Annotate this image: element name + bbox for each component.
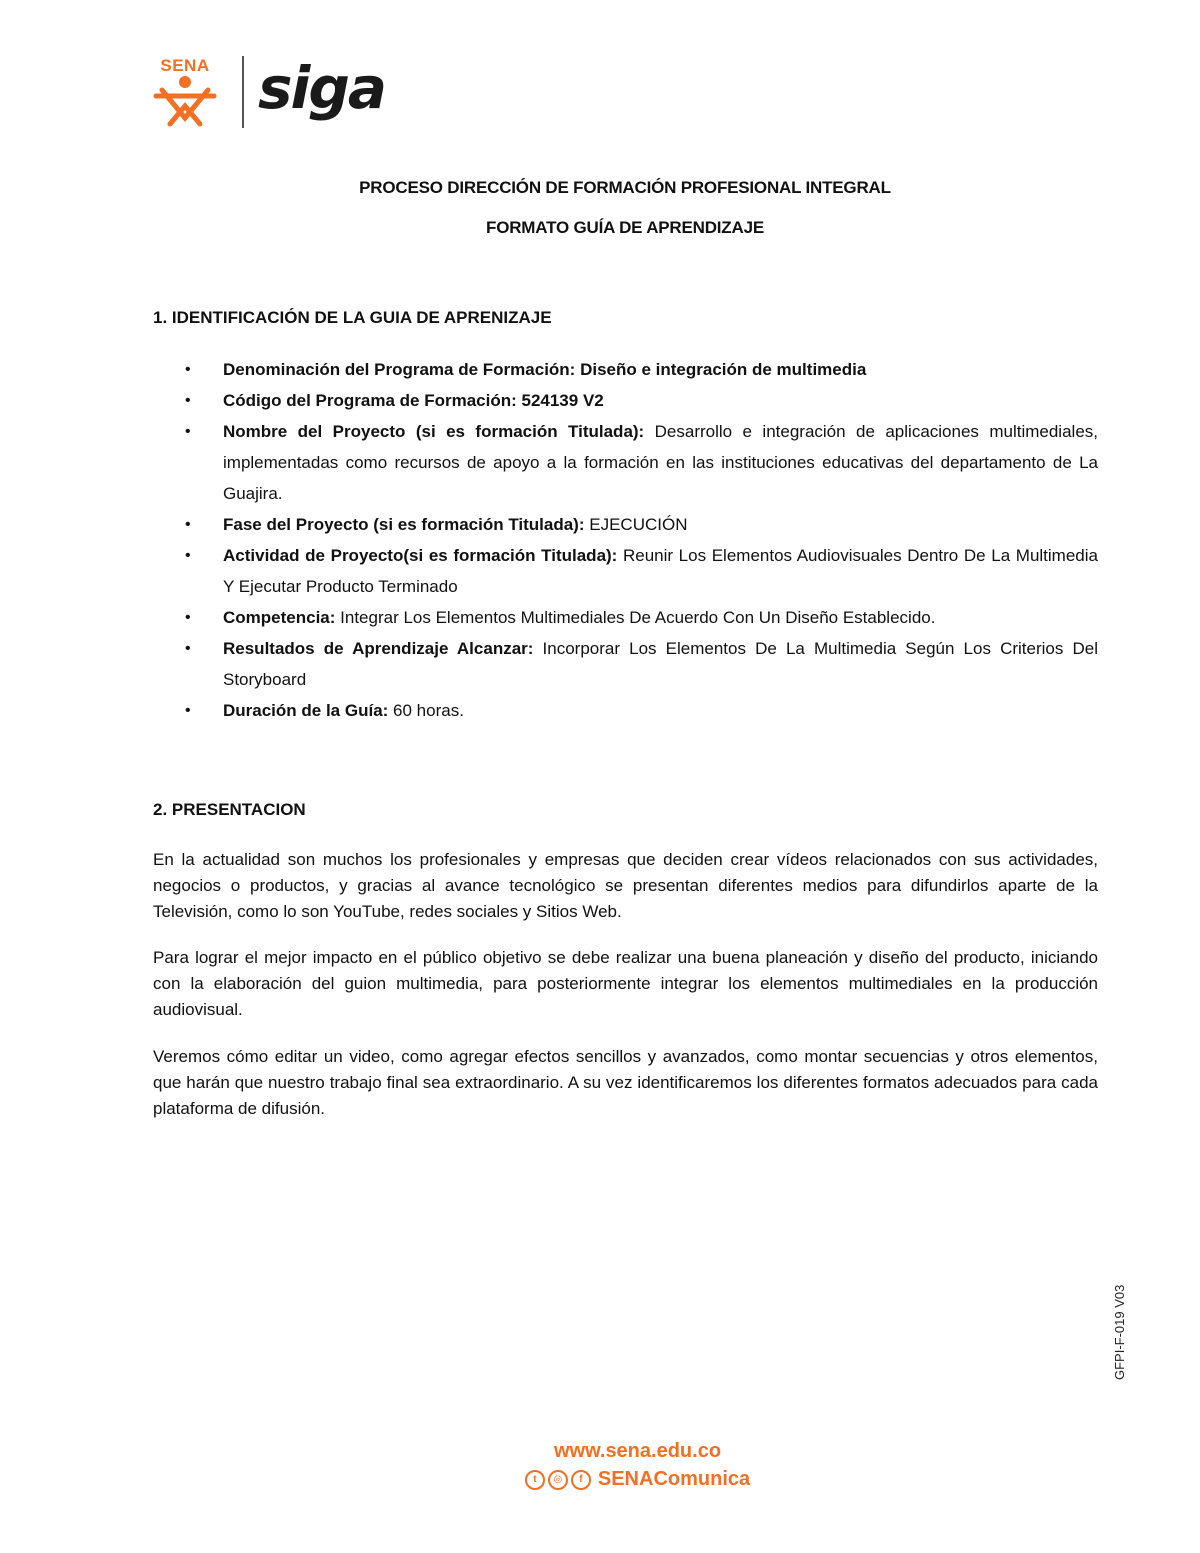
item-label: Resultados de Aprendizaje Alcanzar: [223, 639, 534, 658]
item-value: Desarrollo e integración de aplicaciones multimediales, implementadas como recursos de apoyo a la formación en las instituciones educativas del departamento de La Guajira. [223, 422, 1098, 503]
process-title: PROCESO DIRECCIÓN DE FORMACIÓN PROFESIONAL INTEGRAL [359, 178, 891, 197]
bullet-icon: • [185, 361, 191, 378]
sena-logo-text: SENA [160, 56, 210, 75]
item-label: Nombre del Proyecto (si es formación Titulada): [223, 422, 645, 441]
sena-logo-icon [152, 74, 218, 128]
bullet-icon: • [185, 392, 191, 409]
header-logo [150, 54, 390, 130]
instagram-icon[interactable]: ◎ [548, 1470, 568, 1490]
identification-item [153, 540, 1098, 602]
item-value: EJECUCIÓN [584, 515, 688, 534]
identification-item [153, 509, 1098, 540]
item-label: Fase del Proyecto (si es formación Titulada): [223, 515, 585, 534]
bullet-icon: • [185, 640, 191, 657]
footer-social [0, 1468, 1200, 1491]
item-label: Duración de la Guía: [223, 701, 389, 720]
item-label: Actividad de Proyecto(si es formación Titulada): [223, 546, 618, 565]
item-value: 524139 V2 [516, 391, 604, 410]
presentation-paragraph-2: Para lograr el mejor impacto en el público objetivo se debe realizar una buena planeación y diseño del producto, iniciando con la elaboración del guion multimedia, para posteriormente integrar los elementos multimediales en la producción audiovisual. [153, 948, 1098, 1019]
identification-item [153, 695, 1098, 726]
identification-item [153, 354, 1098, 385]
item-label: Código del Programa de Formación: [223, 391, 517, 410]
identification-item [153, 416, 1098, 509]
identification-item [153, 385, 1098, 416]
bullet-icon: • [185, 609, 191, 626]
bullet-icon: • [185, 547, 191, 564]
bullet-icon: • [185, 516, 191, 533]
twitter-icon[interactable]: t [525, 1470, 545, 1490]
facebook-icon[interactable]: f [571, 1470, 591, 1490]
identification-list [153, 354, 1098, 726]
item-label: Competencia: [223, 608, 336, 627]
item-value: Diseño e integración de multimedia [575, 360, 867, 379]
item-value: Reunir Los Elementos Audiovisuales Dentro De La Multimedia Y Ejecutar Producto Terminado [223, 546, 1098, 596]
presentation-paragraph-3: Veremos cómo editar un video, como agregar efectos sencillos y avanzados, como montar secuencias y otros elementos, que harán que nuestro trabajo final sea extraordinario. A su vez identificaremos los diferentes formatos adecuados para cada plataforma de difusión. [153, 1047, 1098, 1118]
presentation-paragraph-1: En la actualidad son muchos los profesionales y empresas que deciden crear vídeos relacionados con sus actividades, negocios o productos, y gracias al avance tecnológico se presentan diferentes medios para difundirlos aparte de la Televisión, como lo son YouTube, redes sociales y Sitios Web. [153, 850, 1098, 921]
footer-url-link[interactable]: www.sena.edu.co [553, 1440, 722, 1462]
bullet-icon: • [185, 423, 191, 440]
siga-logo-text: siga [258, 54, 386, 122]
bullet-icon: • [185, 702, 191, 719]
section1-heading: 1. IDENTIFICACIÓN DE LA GUIA DE APRENIZAJE [153, 308, 552, 327]
item-value: Incorporar Los Elementos De La Multimedia Según Los Criterios Del Storyboard [223, 639, 1098, 689]
identification-item [153, 633, 1098, 695]
social-handle[interactable]: SENAComunica [597, 1468, 751, 1490]
logo-divider [242, 56, 244, 128]
format-title: FORMATO GUÍA DE APRENDIZAJE [486, 218, 764, 237]
identification-item [153, 602, 1098, 633]
item-value: Integrar Los Elementos Multimediales De Acuerdo Con Un Diseño Establecido. [335, 608, 936, 627]
item-value: 60 horas. [388, 701, 464, 720]
document-code: GFPI-F-019 V03 [1112, 1284, 1127, 1380]
item-label: Denominación del Programa de Formación: [223, 360, 576, 379]
section2-heading: 2. PRESENTACION [153, 800, 306, 819]
